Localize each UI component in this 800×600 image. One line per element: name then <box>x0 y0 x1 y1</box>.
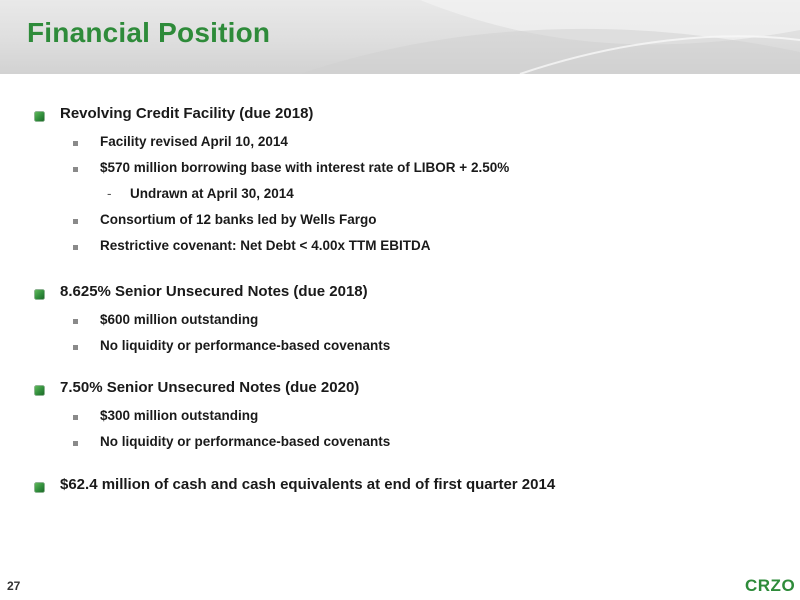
list-item: No liquidity or performance-based covenants <box>100 434 391 449</box>
small-square-bullet-icon <box>73 141 78 146</box>
list-item: $570 million borrowing base with interest rate of LIBOR + 2.50% <box>100 160 510 175</box>
small-square-bullet-icon <box>73 319 78 324</box>
small-square-bullet-icon <box>73 245 78 250</box>
square-bullet-icon <box>35 483 44 492</box>
small-square-bullet-icon <box>73 219 78 224</box>
dash-bullet-icon: - <box>107 186 112 201</box>
section-heading: $62.4 million of cash and cash equivalents at end of first quarter 2014 <box>60 476 556 493</box>
list-item: Facility revised April 10, 2014 <box>100 134 288 149</box>
section-heading: 8.625% Senior Unsecured Notes (due 2018) <box>60 283 368 300</box>
square-bullet-icon <box>35 112 44 121</box>
square-bullet-icon <box>35 386 44 395</box>
small-square-bullet-icon <box>73 415 78 420</box>
small-square-bullet-icon <box>73 167 78 172</box>
square-bullet-icon <box>35 290 44 299</box>
list-item: Consortium of 12 banks led by Wells Fargo <box>100 212 377 227</box>
section-heading: Revolving Credit Facility (due 2018) <box>60 105 314 122</box>
section-heading: 7.50% Senior Unsecured Notes (due 2020) <box>60 379 360 396</box>
page-title: Financial Position <box>27 17 271 48</box>
small-square-bullet-icon <box>73 345 78 350</box>
sub-list-item: Undrawn at April 30, 2014 <box>130 186 294 201</box>
header-band <box>0 0 800 74</box>
small-square-bullet-icon <box>73 441 78 446</box>
list-item: No liquidity or performance-based covenants <box>100 338 391 353</box>
list-item: Restrictive covenant: Net Debt < 4.00x TTM EBITDA <box>100 238 431 253</box>
page-number: 27 <box>7 579 21 593</box>
list-item: $300 million outstanding <box>100 408 259 423</box>
company-logo: CRZO <box>745 576 796 595</box>
list-item: $600 million outstanding <box>100 312 259 327</box>
